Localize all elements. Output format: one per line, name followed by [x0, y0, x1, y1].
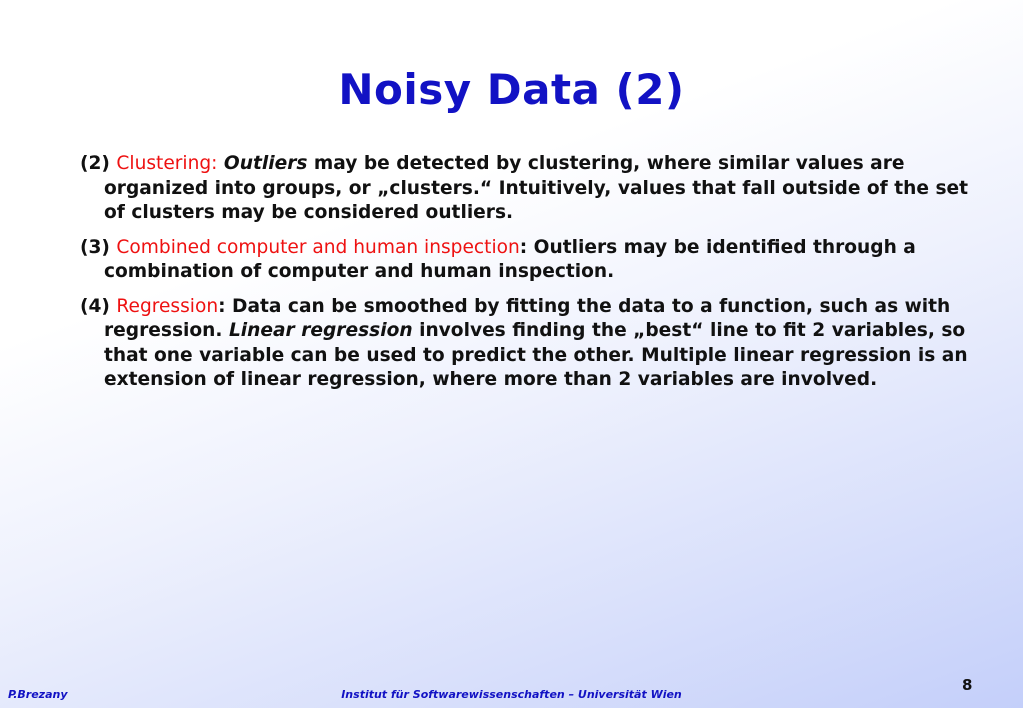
list-item-clustering [80, 152, 995, 226]
footer-author: P.Brezany [8, 688, 68, 701]
footer-institute: Institut für Softwarewissenschaften – Universität Wien [341, 688, 682, 701]
slide-content [80, 152, 995, 403]
item-number: (4) [80, 295, 110, 317]
item-emphasis: Linear regression [228, 320, 413, 341]
slide-title: Noisy Data (2) [338, 65, 685, 114]
item-text: : Outliers may be identified through a combination of computer and human inspection. [104, 236, 916, 282]
page-number: 8 [962, 676, 973, 694]
item-number: (3) [80, 236, 110, 258]
item-text: involves finding the „best“ line to fit 2 variables, so that one variable can be used to predict the other. Multiple linear regression is an extension of linear regression, where more than 2 variables are involved. [104, 320, 968, 390]
item-term: Regression [116, 295, 219, 317]
item-text: : Data can be smoothed by fitting the data to a function, such as with regression. [104, 295, 951, 341]
item-number: (2) [80, 153, 110, 174]
item-term: Combined computer and human inspection [116, 236, 520, 258]
list-item-combined-inspection [80, 236, 995, 285]
item-term: Clustering: [116, 153, 218, 174]
item-emphasis: Outliers [223, 153, 308, 174]
list-item-regression [80, 295, 995, 393]
item-text: may be detected by clustering, where similar values are organized into groups, or „clusters.“ Intuitively, values that fall outside of the set of clusters may be considered outliers. [104, 153, 969, 223]
